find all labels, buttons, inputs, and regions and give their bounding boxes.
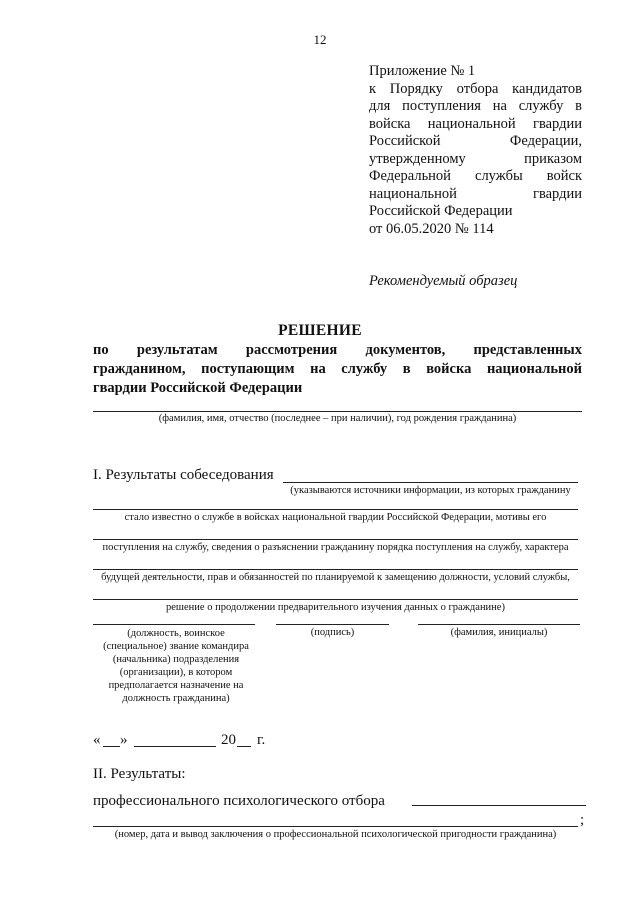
signature-caption: (подпись) bbox=[310, 627, 355, 638]
appendix-line: Федеральной службы войск bbox=[369, 168, 582, 184]
subtitle-line: по результатам рассмотрения документов, представленных bbox=[93, 342, 582, 358]
appendix-line: к Порядку отбора кандидатов bbox=[369, 80, 582, 97]
name-initials-caption: (фамилия, инициалы) bbox=[450, 627, 548, 638]
appendix-line: Российской Федерации, bbox=[369, 133, 582, 149]
appendix-line: для поступления на службу в bbox=[369, 98, 582, 114]
subtitle-line: гвардии Российской Федерации bbox=[93, 380, 303, 396]
position-field[interactable] bbox=[93, 624, 255, 625]
position-caption: (должность, воинское (специальное) звание командира (начальника) подразделения (организации), в котором предполагается назначение на должность гражданина) bbox=[103, 628, 249, 704]
name-initials-field[interactable] bbox=[418, 624, 580, 625]
date-day-field[interactable] bbox=[103, 746, 120, 747]
date-close-quote: » bbox=[120, 732, 128, 748]
interview-results-field[interactable] bbox=[93, 509, 578, 510]
page-number: 12 bbox=[313, 32, 327, 47]
appendix-line: войска национальной гвардии bbox=[369, 115, 582, 132]
interview-results-field[interactable] bbox=[93, 569, 578, 570]
psych-selection-field[interactable] bbox=[412, 805, 586, 806]
date-year-suffix: г. bbox=[257, 732, 266, 748]
interview-results-field[interactable] bbox=[93, 599, 578, 600]
date-year-prefix: 20 bbox=[221, 732, 236, 748]
signature-field[interactable] bbox=[276, 624, 389, 625]
interview-results-field[interactable] bbox=[93, 539, 578, 540]
date-month-field[interactable] bbox=[134, 746, 216, 747]
psych-conclusion-caption: (номер, дата и вывод заключения о профессиональной психологической пригодности гражданина) bbox=[114, 829, 557, 840]
section1-caption-line: поступления на службу, сведения о разъяснении гражданину порядка поступления на службу, характера bbox=[102, 542, 569, 553]
date-year-field[interactable] bbox=[237, 746, 251, 747]
section1-caption-line: (указываются источники информации, из которых гражданину bbox=[290, 485, 571, 496]
line-end-semicolon: ; bbox=[580, 812, 585, 828]
subtitle-line: гражданином, поступающим на службу в войска национальной bbox=[93, 361, 582, 377]
appendix-line: Приложение № 1 bbox=[369, 63, 476, 79]
section1-heading: I. Результаты собеседования bbox=[93, 467, 274, 483]
section1-caption-line: решение о продолжении предварительного изучения данных о гражданине) bbox=[166, 602, 505, 613]
date-open-quote: « bbox=[93, 732, 101, 748]
citizen-name-field[interactable] bbox=[93, 411, 582, 412]
appendix-line: национальной гвардии bbox=[369, 185, 582, 202]
appendix-line: утвержденному приказом bbox=[369, 150, 582, 167]
document-title: РЕШЕНИЕ bbox=[278, 322, 362, 339]
citizen-name-caption: (фамилия, имя, отчество (последнее – при наличии), год рождения гражданина) bbox=[158, 413, 517, 424]
interview-results-field[interactable] bbox=[283, 482, 578, 483]
section1-caption-line: будущей деятельности, прав и обязанностей по планируемой к замещению должности, условий службы, bbox=[101, 572, 570, 583]
appendix-block bbox=[369, 63, 582, 238]
psych-conclusion-field[interactable] bbox=[93, 826, 578, 827]
section2-heading: II. Результаты: bbox=[93, 766, 186, 782]
appendix-line: от 06.05.2020 № 114 bbox=[369, 220, 494, 237]
document-subtitle bbox=[93, 341, 582, 398]
section1-caption-line: стало известно о службе в войсках национальной гвардии Российской Федерации, мотивы его bbox=[124, 512, 547, 523]
recommended-sample-label: Рекомендуемый образец bbox=[369, 273, 518, 289]
appendix-line: Российской Федерации bbox=[369, 203, 513, 219]
psych-selection-label: профессионального психологического отбора bbox=[93, 793, 385, 809]
